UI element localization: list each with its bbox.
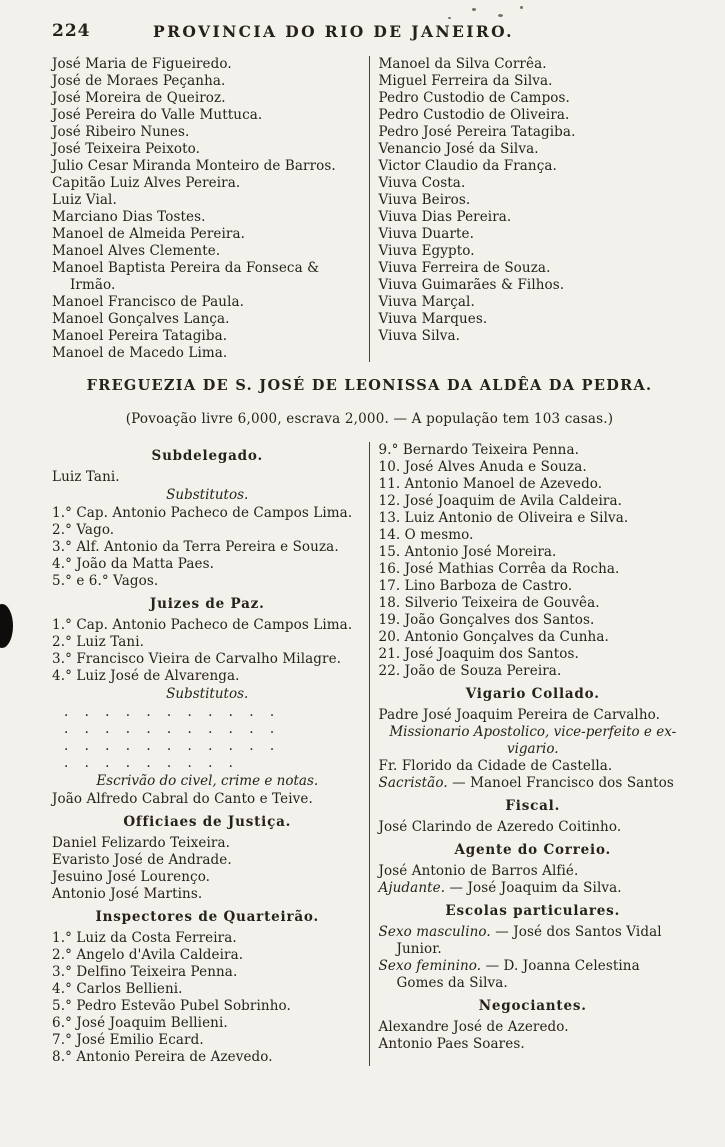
- list-item: 3.° Delfino Teixeira Penna.: [52, 964, 238, 980]
- residents-list: [52, 56, 687, 362]
- dotted-blank-line: . . . . . . . . . . .: [64, 704, 275, 720]
- list-item: José Teixeira Peixoto.: [52, 141, 201, 157]
- list-item: José Moreira de Queiroz.: [52, 90, 226, 106]
- list-item: Evaristo José de Andrade.: [52, 852, 232, 868]
- list-item: Miguel Ferreira da Silva.: [378, 73, 553, 89]
- list-item: 2.° Angelo d'Avila Caldeira.: [52, 947, 244, 963]
- freguezia-right-column: [370, 442, 688, 1066]
- list-item: Alexandre José de Azeredo.: [378, 1019, 569, 1035]
- list-item: 11. Antonio Manoel de Azevedo.: [378, 476, 603, 492]
- list-item: 12. José Joaquim de Avila Caldeira.: [378, 493, 623, 509]
- list-item: Pedro Custodio de Campos.: [378, 90, 570, 106]
- residents-right-column: [370, 56, 688, 362]
- list-item: 5.° e 6.° Vagos.: [52, 573, 159, 589]
- italic-note: Missionario Apostolico, vice-perfeito e ex-vigario.: [389, 724, 677, 757]
- list-item: Capitão Luiz Alves Pereira.: [52, 175, 241, 191]
- section-heading: Subdelegado.: [151, 448, 263, 464]
- list-item: 2.° Luiz Tani.: [52, 634, 145, 650]
- list-item: 19. João Gonçalves dos Santos.: [378, 612, 595, 628]
- section-heading: Inspectores de Quarteirão.: [95, 909, 319, 925]
- section-heading: Agente do Correio.: [454, 842, 612, 858]
- freguezia-content: [52, 442, 687, 1066]
- item-role-label: Ajudante.: [378, 880, 446, 896]
- list-item: 17. Lino Barboza de Castro.: [378, 578, 573, 594]
- list-item: Daniel Felizardo Teixeira.: [52, 835, 230, 851]
- scan-speckle: [472, 8, 476, 11]
- list-item: Viuva Dias Pereira.: [378, 209, 512, 225]
- list-item: 2.° Vago.: [52, 522, 115, 538]
- page-header: [52, 20, 687, 48]
- list-item: Viuva Duarte.: [378, 226, 475, 242]
- scan-speckle: [498, 14, 503, 17]
- item-role-label: Sexo masculino.: [378, 924, 491, 940]
- item-role-label: Sexo feminino.: [378, 958, 482, 974]
- list-item: 3.° Alf. Antonio da Terra Pereira e Souza.: [52, 539, 339, 555]
- list-item: Pedro José Pereira Tatagiba.: [378, 124, 576, 140]
- list-item: 18. Silverio Teixeira de Gouvêa.: [378, 595, 600, 611]
- list-item: Fr. Florido da Cidade de Castella.: [378, 758, 613, 774]
- population-note: (Povoação livre 6,000, escrava 2,000. — A população tem 103 casas.): [125, 411, 614, 427]
- list-item: 9.° Bernardo Teixeira Penna.: [378, 442, 580, 458]
- list-item: 21. José Joaquim dos Santos.: [378, 646, 579, 662]
- list-item: 7.° José Emilio Ecard.: [52, 1032, 204, 1048]
- list-item: Venancio José da Silva.: [378, 141, 539, 157]
- list-item: 6.° José Joaquim Bellieni.: [52, 1015, 228, 1031]
- list-item: 16. José Mathias Corrêa da Rocha.: [378, 561, 620, 577]
- list-item: Victor Claudio da França.: [378, 158, 557, 174]
- section-heading: Fiscal.: [505, 798, 561, 814]
- section-heading: Officiaes de Justiça.: [123, 814, 292, 830]
- page-number: 224: [52, 21, 91, 41]
- list-item: Antonio José Martins.: [52, 886, 203, 902]
- dotted-blank-line: . . . . . . . . . . .: [64, 738, 275, 754]
- list-item: Julio Cesar Miranda Monteiro de Barros.: [52, 158, 336, 174]
- list-item: José Antonio de Barros Alfié.: [378, 863, 579, 879]
- list-item: 13. Luiz Antonio de Oliveira e Silva.: [378, 510, 629, 526]
- list-item: José Pereira do Valle Muttuca.: [52, 107, 263, 123]
- freguezia-title: FREGUEZIA DE S. JOSÉ DE LEONISSA DA ALDÊA DA PEDRA.: [86, 377, 653, 394]
- list-item: Padre José Joaquim Pereira de Carvalho.: [378, 707, 661, 723]
- section-heading: Juizes de Paz.: [149, 596, 265, 612]
- dotted-blank-line: . . . . . . . . . . .: [64, 721, 275, 737]
- freguezia-left-column: [52, 442, 370, 1066]
- list-item: 10. José Alves Anuda e Souza.: [378, 459, 587, 475]
- list-item: 5.° Pedro Estevão Pubel Sobrinho.: [52, 998, 291, 1014]
- section-subheading: Substitutos.: [166, 686, 249, 702]
- dotted-blank-line: . . . . . . . . .: [64, 755, 233, 771]
- list-item: Viuva Guimarães & Filhos.: [378, 277, 565, 293]
- list-item: 15. Antonio José Moreira.: [378, 544, 557, 560]
- item-role-label: Sacristão.: [378, 775, 448, 791]
- list-item: José Ribeiro Nunes.: [52, 124, 190, 140]
- list-item: Manoel Baptista Pereira da Fonseca & Irmão.: [52, 260, 320, 293]
- list-item: 3.° Francisco Vieira de Carvalho Milagre.: [52, 651, 342, 667]
- list-item: 1.° Cap. Antonio Pacheco de Campos Lima.: [52, 505, 353, 521]
- list-item: Luiz Tani.: [52, 469, 120, 485]
- list-item: José Clarindo de Azeredo Coitinho.: [378, 819, 622, 835]
- list-item: Pedro Custodio de Oliveira.: [378, 107, 570, 123]
- list-item: Sexo feminino. — D. Joanna Celestina Gomes da Silva.: [378, 958, 640, 991]
- list-item: Manoel de Macedo Lima.: [52, 345, 228, 361]
- list-item: Viuva Marques.: [378, 311, 488, 327]
- list-item: Manoel Alves Clemente.: [52, 243, 221, 259]
- section-heading: Escolas particulares.: [445, 903, 621, 919]
- section-heading: Negociantes.: [478, 998, 587, 1014]
- scan-speckle: [448, 17, 451, 19]
- list-item: 8.° Antonio Pereira de Azevedo.: [52, 1049, 273, 1065]
- list-item: Manoel Pereira Tatagiba.: [52, 328, 228, 344]
- list-item: Viuva Costa.: [378, 175, 466, 191]
- list-item: Viuva Ferreira de Souza.: [378, 260, 551, 276]
- list-item: Ajudante. — José Joaquim da Silva.: [378, 880, 622, 896]
- list-item: José de Moraes Peçanha.: [52, 73, 226, 89]
- list-item: João Alfredo Cabral do Canto e Teive.: [52, 791, 313, 807]
- list-item: José Maria de Figueiredo.: [52, 56, 232, 72]
- list-item: 14. O mesmo.: [378, 527, 474, 543]
- list-item: Marciano Dias Tostes.: [52, 209, 206, 225]
- residents-left-column: [52, 56, 370, 362]
- list-item: 4.° Carlos Bellieni.: [52, 981, 183, 997]
- list-item: Manoel da Silva Corrêa.: [378, 56, 547, 72]
- list-item: Viuva Beiros.: [378, 192, 471, 208]
- list-item: Manoel de Almeida Pereira.: [52, 226, 245, 242]
- list-item: 4.° João da Matta Paes.: [52, 556, 215, 572]
- list-item: Viuva Marçal.: [378, 294, 475, 310]
- list-item: Manoel Gonçalves Lança.: [52, 311, 230, 327]
- list-item: 1.° Cap. Antonio Pacheco de Campos Lima.: [52, 617, 353, 633]
- list-item: Viuva Silva.: [378, 328, 461, 344]
- list-item: Jesuino José Lourenço.: [52, 869, 211, 885]
- list-item: 20. Antonio Gonçalves da Cunha.: [378, 629, 609, 645]
- list-item: Manoel Francisco de Paula.: [52, 294, 245, 310]
- section-subheading: Escrivão do civel, crime e notas.: [96, 773, 319, 789]
- list-item: Viuva Egypto.: [378, 243, 475, 259]
- list-item: 1.° Luiz da Costa Ferreira.: [52, 930, 237, 946]
- page-header-title: PROVINCIA DO RIO DE JANEIRO.: [153, 22, 514, 41]
- list-item: 4.° Luiz José de Alvarenga.: [52, 668, 240, 684]
- scan-speckle: [520, 6, 523, 9]
- list-item: Sexo masculino. — José dos Santos Vidal Junior.: [378, 924, 662, 957]
- section-subheading: Substitutos.: [166, 487, 249, 503]
- list-item: Antonio Paes Soares.: [378, 1036, 525, 1052]
- list-item: Sacristão. — Manoel Francisco dos Santos: [378, 775, 674, 791]
- list-item: 22. João de Souza Pereira.: [378, 663, 562, 679]
- section-heading: Vigario Collado.: [465, 686, 600, 702]
- list-item: Luiz Vial.: [52, 192, 117, 208]
